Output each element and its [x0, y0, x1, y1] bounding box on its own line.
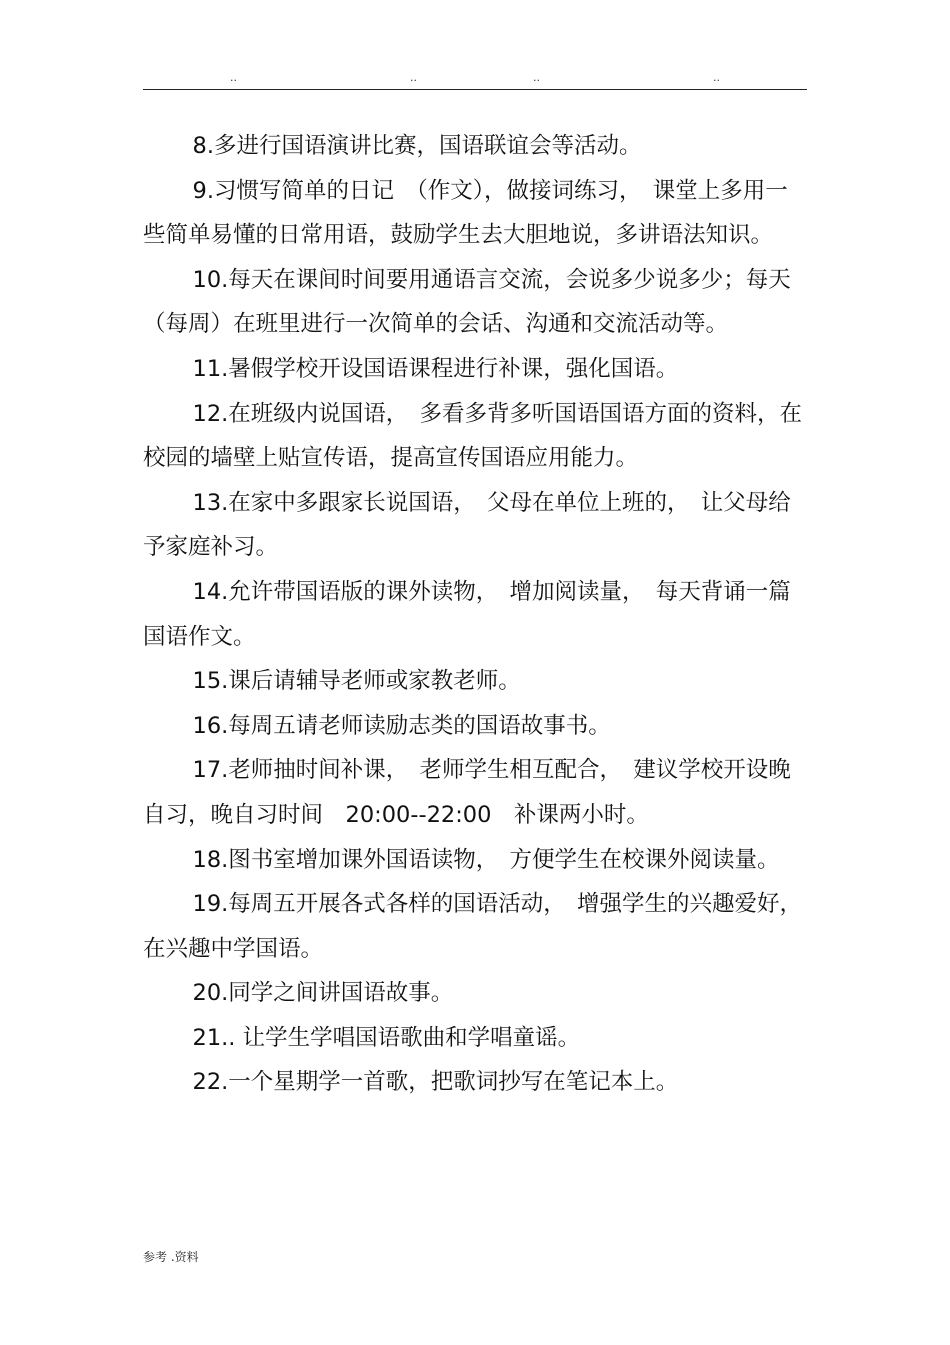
paragraph: 11.暑假学校开设国语课程进行补课，强化国语。: [192, 355, 679, 382]
header-rule: [143, 89, 807, 90]
header-mark: ..: [230, 71, 237, 84]
header-mark: ..: [410, 71, 417, 84]
paragraph: 14.允许带国语版的课外读物， 增加阅读量， 每天背诵一篇国语作文。: [143, 578, 791, 650]
paragraph: 10.每天在课间时间要用通语言交流，会说多少说多少；每天（每周）在班里进行一次简单的会话、沟通和交流活动等。: [143, 266, 791, 338]
paragraph: 19.每周五开展各式各样的国语活动， 增强学生的兴趣爱好，在兴趣中学国语。: [143, 891, 803, 962]
paragraph: 22.一个星期学一首歌，把歌词抄写在笔记本上。: [192, 1069, 679, 1096]
paragraph: 20.同学之间讲国语故事。: [192, 980, 454, 1007]
paragraph: 13.在家中多跟家长说国语， 父母在单位上班的， 让父母给予家庭补习。: [143, 489, 791, 561]
header-mark: ..: [713, 71, 720, 84]
paragraph: 18.图书室增加课外国语读物， 方便学生在校课外阅读量。: [192, 846, 780, 873]
header-mark: ..: [533, 71, 540, 84]
page-header: [0, 70, 950, 86]
paragraph: 8.多进行国语演讲比赛，国语联谊会等活动。: [192, 133, 642, 159]
paragraph: 12.在班级内说国语， 多看多背多听国语国语方面的资料，在校园的墙壁上贴宣传语，提高宣传国语应用能力。: [143, 400, 803, 472]
paragraph: 21.. 让学生学唱国语歌曲和学唱童谣。: [192, 1024, 581, 1051]
paragraph: 16.每周五请老师读励志类的国语故事书。: [192, 712, 611, 739]
paragraph: 15.课后请辅导老师或家教老师。: [192, 668, 521, 695]
paragraph: 9.习惯写简单的日记 （作文），做接词练习， 课堂上多用一些简单易懂的日常用语，鼓励学生去大胆地说，多讲语法知识。: [143, 177, 788, 249]
page-footer: 参考 .资料: [143, 1250, 199, 1264]
paragraph: 17.老师抽时间补课， 老师学生相互配合， 建议学校开设晚自习，晚自习时间 20:00--22:00 补课两小时。: [143, 757, 791, 828]
document-body: [143, 124, 807, 1105]
